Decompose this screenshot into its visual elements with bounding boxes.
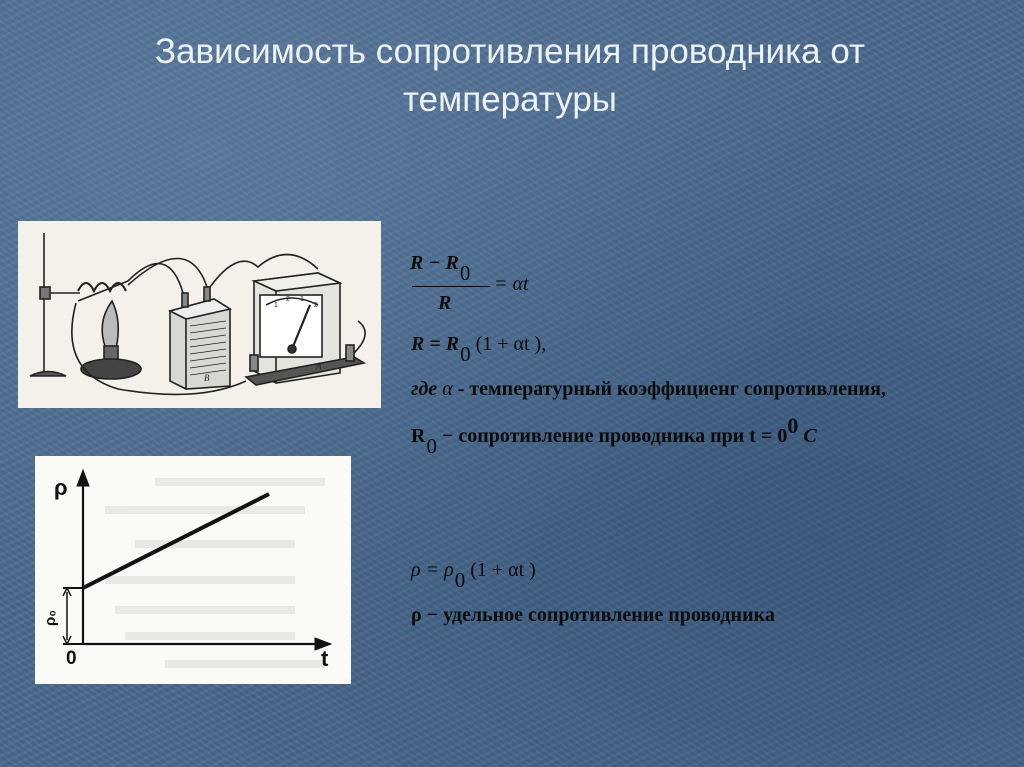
battery-terminal-2: [204, 287, 210, 301]
flame: [102, 301, 118, 349]
stand-base: [30, 372, 66, 377]
ammeter-terminal-2: [346, 345, 354, 361]
rho0-label: ρ₀: [42, 609, 59, 626]
rho-definition: ρ − удельное сопротивление проводника: [411, 604, 775, 626]
graph-drawing: [35, 456, 351, 684]
y-axis-arrow: [77, 470, 89, 486]
ammeter-terminal-1: [250, 355, 258, 371]
stand-clamp: [40, 287, 50, 299]
title-line-1: Зависимость сопротивления проводника от: [154, 32, 866, 71]
resistivity-graph: [35, 456, 351, 684]
burner-base: [81, 359, 141, 379]
background-bleed-text: [105, 478, 325, 668]
alpha-definition: где α - температурный коэффициенг сопротивления,: [411, 378, 886, 400]
battery-terminal-1: [182, 293, 188, 307]
ammeter-scale-tick: 1: [274, 302, 278, 309]
slide-title: [60, 28, 960, 124]
fraction-rhs: = αt: [494, 273, 529, 295]
fraction-bar: [412, 286, 490, 287]
label-b: В: [204, 373, 210, 383]
x-axis-label: t: [321, 646, 329, 671]
wire-2: [128, 258, 207, 287]
formula-resistance: R = R0 (1 + αt ),: [411, 333, 547, 366]
formula-resistivity: ρ = ρ0 (1 + αt ): [411, 559, 536, 592]
r0-definition: R0 − сопротивление проводника при t = 00 C: [411, 413, 817, 458]
ammeter-scale-tick: 1: [300, 296, 304, 303]
ammeter-scale-tick: 2: [314, 302, 318, 309]
apparatus-illustration: [18, 221, 381, 408]
fraction-numerator: R − R0: [410, 252, 471, 285]
burner-neck: [104, 346, 118, 360]
ammeter-pivot: [288, 345, 296, 353]
label-a: А: [316, 361, 322, 371]
y-axis-label: ρ: [54, 475, 68, 500]
apparatus-drawing: [18, 221, 381, 408]
origin-label: 0: [66, 648, 77, 669]
wire-5: [354, 321, 365, 353]
fraction-denominator: R: [438, 292, 452, 314]
ammeter-scale-tick: 2: [286, 296, 290, 303]
title-line-2: температуры: [403, 80, 617, 119]
